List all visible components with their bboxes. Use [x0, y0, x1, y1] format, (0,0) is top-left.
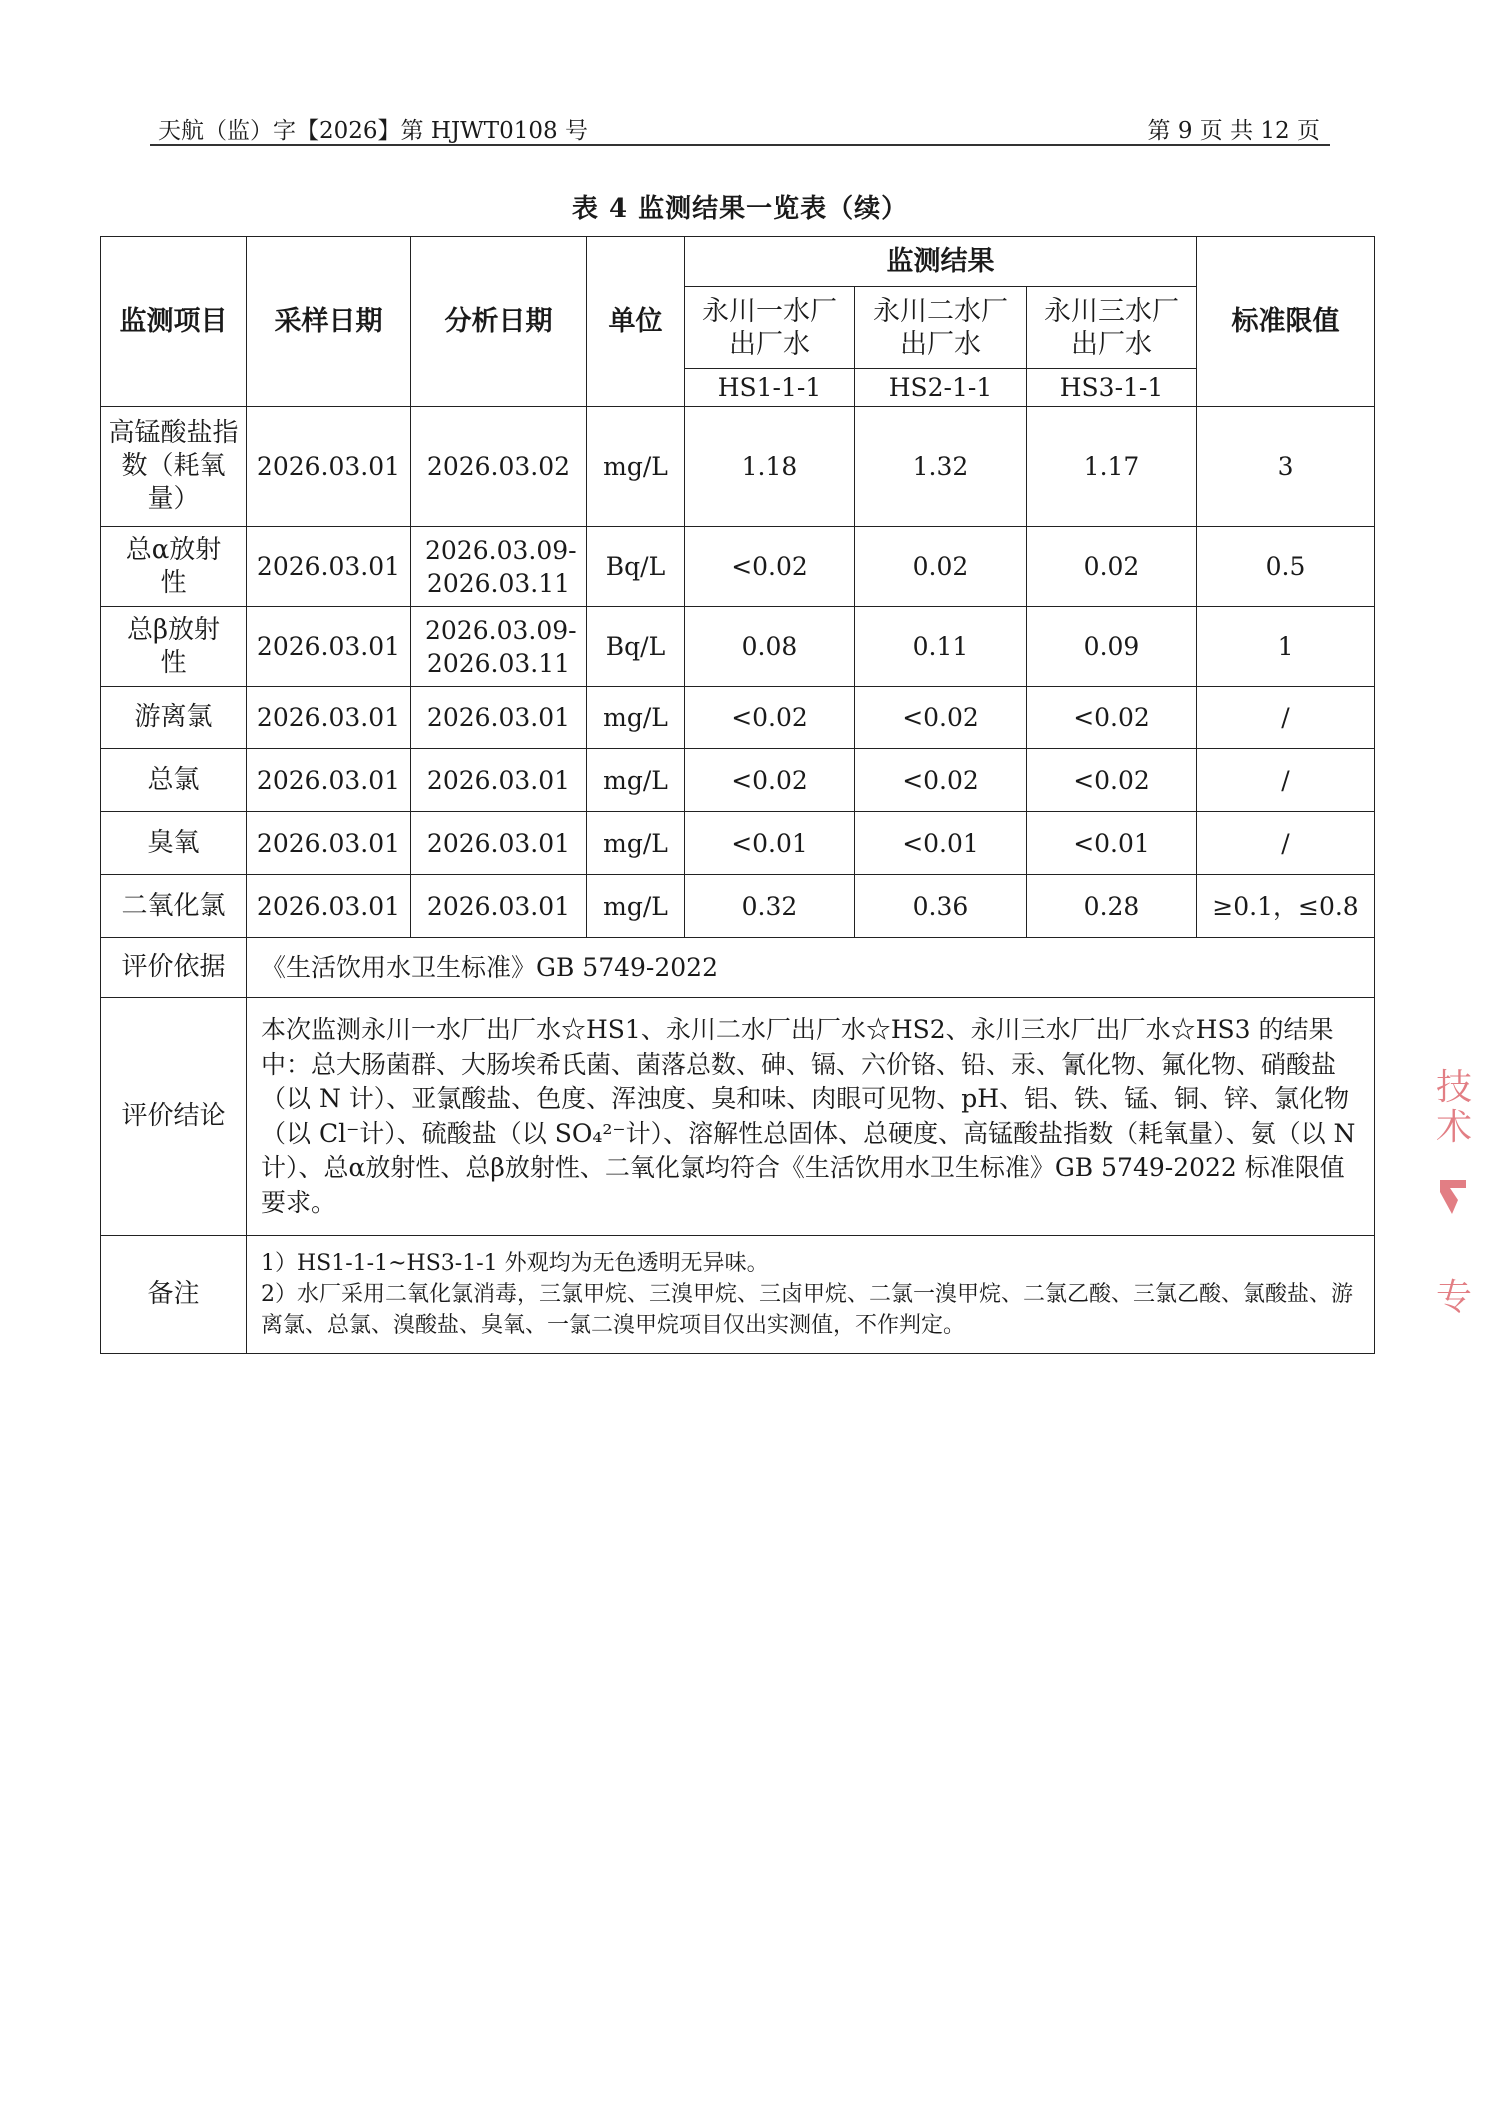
cell-item: 高锰酸盐指数（耗氧量） [101, 407, 247, 527]
cell-unit: Bq/L [587, 607, 685, 687]
cell-sample-date: 2026.03.01 [247, 812, 411, 875]
notes-row [101, 1236, 1375, 1354]
cell-analysis-date: 2026.03.01 [411, 812, 587, 875]
cell-standard: 1 [1197, 607, 1375, 687]
cell-item: 臭氧 [101, 812, 247, 875]
table-row [101, 812, 1375, 875]
cell-standard: / [1197, 749, 1375, 812]
header-code-2: HS2-1-1 [855, 369, 1027, 407]
header-site-3: 永川三水厂出厂水 [1027, 287, 1197, 369]
page-header [150, 108, 1330, 146]
cell-unit: Bq/L [587, 527, 685, 607]
conclusion-label: 评价结论 [101, 998, 247, 1236]
cell-unit: mg/L [587, 812, 685, 875]
table-row [101, 875, 1375, 938]
header-sample-date: 采样日期 [247, 237, 411, 407]
header-unit: 单位 [587, 237, 685, 407]
cell-analysis-date: 2026.03.09-2026.03.11 [411, 527, 587, 607]
cell-analysis-date: 2026.03.09-2026.03.11 [411, 607, 587, 687]
basis-row [101, 938, 1375, 998]
stamp-mark-icon [1438, 1178, 1468, 1218]
stamp-text-top: 技术 [1436, 1067, 1473, 1148]
cell-unit: mg/L [587, 687, 685, 749]
cell-value-hs3: 0.09 [1027, 607, 1197, 687]
cell-analysis-date: 2026.03.02 [411, 407, 587, 527]
cell-value-hs2: 0.02 [855, 527, 1027, 607]
cell-value-hs2: <0.02 [855, 687, 1027, 749]
cell-value-hs3: <0.02 [1027, 749, 1197, 812]
header-item: 监测项目 [101, 237, 247, 407]
cell-value-hs3: <0.02 [1027, 687, 1197, 749]
conclusion-text: 本次监测永川一水厂出厂水☆HS1、永川二水厂出厂水☆HS2、永川三水厂出厂水☆HS3 的结果中：总大肠菌群、大肠埃希氏菌、菌落总数、砷、镉、六价铬、铅、汞、氰化物、氟化物、硝酸盐（以 N 计）、亚氯酸盐、色度、浑浊度、臭和味、肉眼可见物、pH、铝、铁、锰、铜、锌、氯化物（以 Cl⁻计）、硫酸盐（以 SO₄²⁻计）、溶解性总固体、总硬度、高锰酸盐指数（耗氧量）、氨（以 N 计）、总α放射性、总β放射性、二氧化氯均符合《生活饮用水卫生标准》GB 5749-2022 标准限值要求。 [247, 998, 1375, 1236]
cell-analysis-date: 2026.03.01 [411, 687, 587, 749]
cell-value-hs2: 0.11 [855, 607, 1027, 687]
cell-sample-date: 2026.03.01 [247, 407, 411, 527]
cell-item: 二氧化氯 [101, 875, 247, 938]
cell-analysis-date: 2026.03.01 [411, 749, 587, 812]
cell-value-hs2: 0.36 [855, 875, 1027, 938]
cell-standard: 3 [1197, 407, 1375, 527]
cell-sample-date: 2026.03.01 [247, 749, 411, 812]
cell-value-hs1: 0.08 [685, 607, 855, 687]
header-standard: 标准限值 [1197, 237, 1375, 407]
basis-text: 《生活饮用水卫生标准》GB 5749-2022 [247, 938, 1375, 998]
cell-value-hs3: <0.01 [1027, 812, 1197, 875]
cell-value-hs1: <0.01 [685, 812, 855, 875]
stamp-text-bottom: 专 [1436, 1277, 1473, 1318]
cell-standard: / [1197, 687, 1375, 749]
seal-stamp-fragment [1436, 1068, 1488, 1328]
cell-standard: ≥0.1，≤0.8 [1197, 875, 1375, 938]
conclusion-row [101, 998, 1375, 1236]
header-analysis-date: 分析日期 [411, 237, 587, 407]
cell-unit: mg/L [587, 407, 685, 527]
cell-standard: / [1197, 812, 1375, 875]
basis-label: 评价依据 [101, 938, 247, 998]
header-code-1: HS1-1-1 [685, 369, 855, 407]
doc-number: 天航（监）字【2026】第 HJWT0108 号 [158, 118, 588, 144]
table-row [101, 527, 1375, 607]
table-row [101, 407, 1375, 527]
table-caption: 表 4 监测结果一览表（续） [571, 194, 909, 224]
cell-sample-date: 2026.03.01 [247, 687, 411, 749]
cell-value-hs3: 0.28 [1027, 875, 1197, 938]
cell-value-hs1: 0.32 [685, 875, 855, 938]
cell-value-hs3: 0.02 [1027, 527, 1197, 607]
cell-value-hs2: <0.02 [855, 749, 1027, 812]
cell-item: 总氯 [101, 749, 247, 812]
header-site-1: 永川一水厂出厂水 [685, 287, 855, 369]
table-row [101, 607, 1375, 687]
cell-item: 总α放射性 [101, 527, 247, 607]
cell-item: 总β放射性 [101, 607, 247, 687]
cell-value-hs3: 1.17 [1027, 407, 1197, 527]
cell-value-hs1: 1.18 [685, 407, 855, 527]
cell-sample-date: 2026.03.01 [247, 607, 411, 687]
cell-unit: mg/L [587, 875, 685, 938]
note-item: 1）HS1-1-1~HS3-1-1 外观均为无色透明无异味。 [261, 1251, 769, 1276]
cell-item: 游离氯 [101, 687, 247, 749]
cell-value-hs1: <0.02 [685, 749, 855, 812]
table-row [101, 687, 1375, 749]
header-results: 监测结果 [685, 237, 1197, 287]
header-code-3: HS3-1-1 [1027, 369, 1197, 407]
note-item: 2）水厂采用二氧化氯消毒，三氯甲烷、三溴甲烷、三卤甲烷、二氯一溴甲烷、二氯乙酸、三氯乙酸、氯酸盐、游离氯、总氯、溴酸盐、臭氧、一氯二溴甲烷项目仅出实测值，不作判定。 [261, 1282, 1354, 1338]
table-row [101, 749, 1375, 812]
page-info: 第 9 页 共 12 页 [1147, 118, 1320, 144]
cell-value-hs1: <0.02 [685, 527, 855, 607]
header-site-2: 永川二水厂出厂水 [855, 287, 1027, 369]
cell-sample-date: 2026.03.01 [247, 875, 411, 938]
notes-label: 备注 [101, 1236, 247, 1354]
cell-unit: mg/L [587, 749, 685, 812]
notes-text [247, 1236, 1375, 1354]
cell-value-hs2: 1.32 [855, 407, 1027, 527]
results-table [100, 236, 1375, 1354]
cell-value-hs2: <0.01 [855, 812, 1027, 875]
cell-analysis-date: 2026.03.01 [411, 875, 587, 938]
cell-sample-date: 2026.03.01 [247, 527, 411, 607]
cell-standard: 0.5 [1197, 527, 1375, 607]
cell-value-hs1: <0.02 [685, 687, 855, 749]
